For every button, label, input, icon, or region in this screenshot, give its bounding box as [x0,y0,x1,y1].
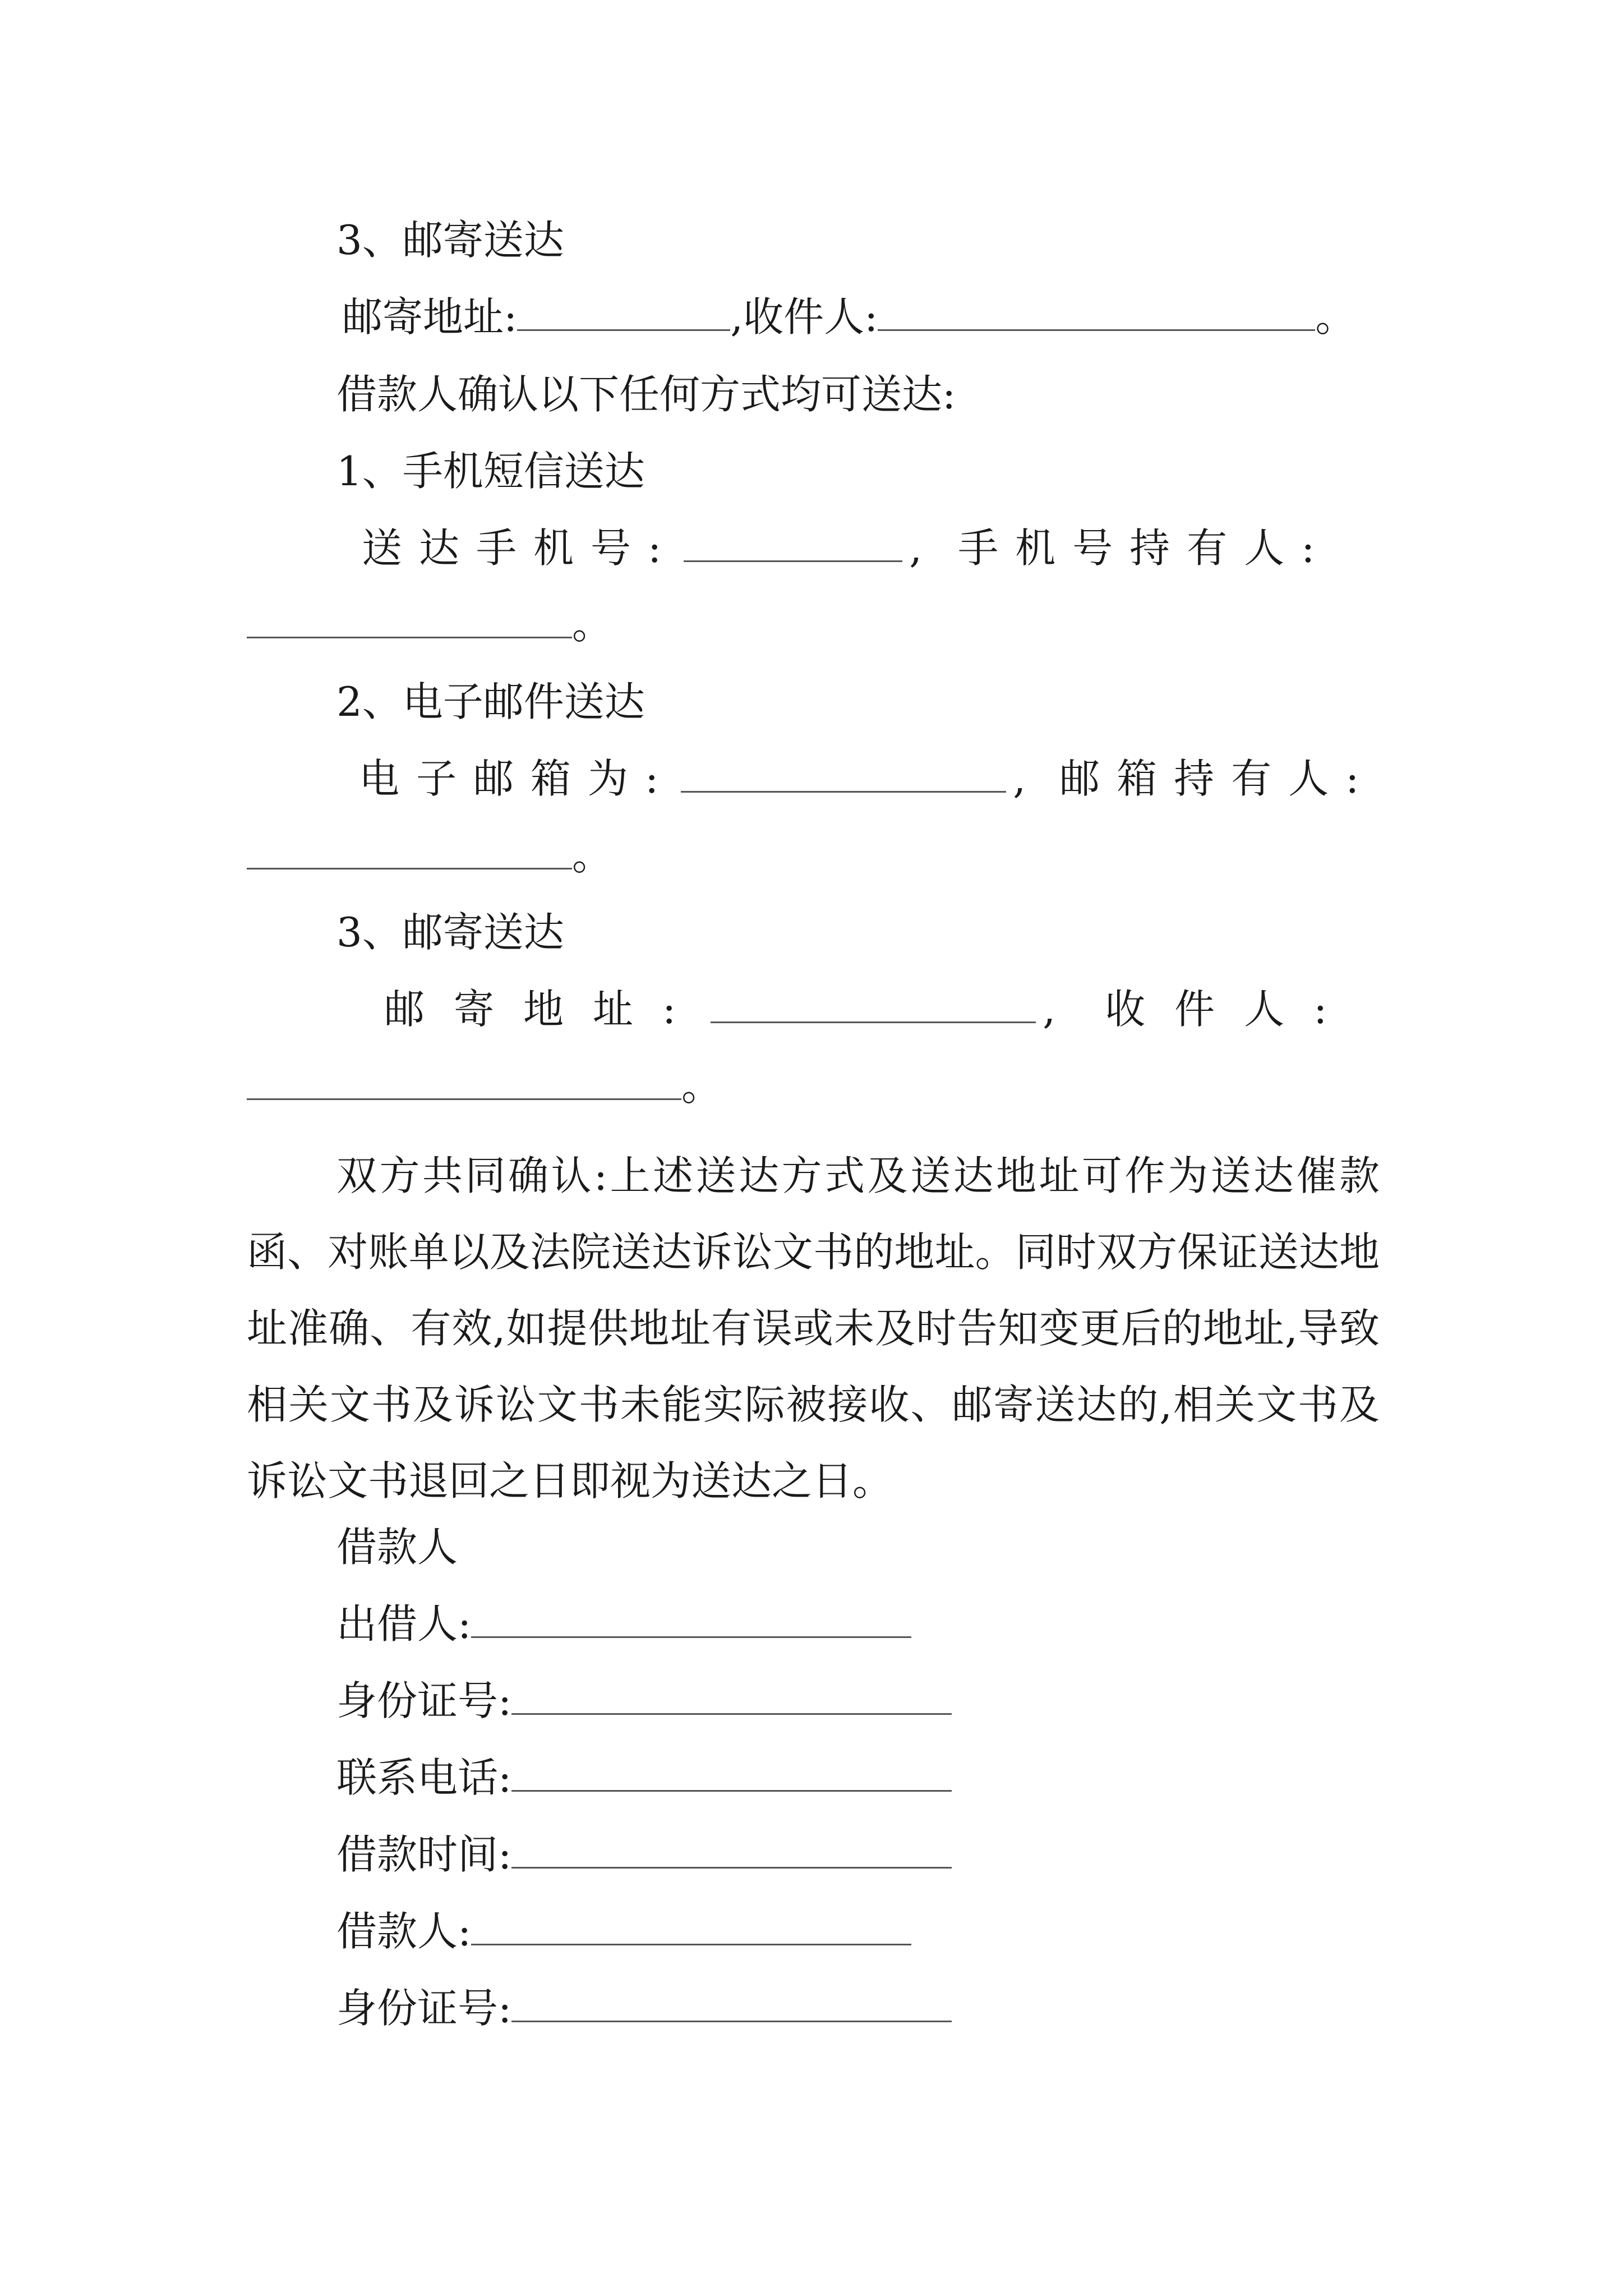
section-heading-sms: 1、手机短信送达 [336,448,645,495]
comma: , [1013,755,1043,802]
loan-time-field[interactable] [511,1830,952,1869]
lender-row [336,1599,911,1649]
sentence-end: 。 [572,601,613,648]
section-heading-mail-top: 3、邮寄送达 [336,217,564,264]
section-heading-email: 2、电子邮件送达 [336,678,645,725]
contact-phone-field[interactable] [511,1753,952,1792]
joint-confirmation-paragraph: 双方共同确认:上述送达方式及送达地址可作为送达催款函、对账单以及法院送达诉讼文书的地址。同时双方保证送达地址准确、有效,如提供地址有误或未及时告知变更后的地址,导致相关文书及诉讼文书未能实际被接收、邮寄送达的,相关文书及诉讼文书退回之日即视为送达之日。 [247,1152,1380,1504]
phone-holder-label: 手机号持有人: [958,524,1332,572]
mail-address-field[interactable] [517,292,730,331]
mail-row [384,984,1356,1034]
id-number-row-1 [336,1676,952,1726]
sentence-end: 。 [1315,293,1356,341]
borrower-label: 借款人: [336,1908,472,1955]
mail-address-label: 邮寄地址: [384,986,706,1033]
lender-field[interactable] [471,1599,911,1638]
loan-time-label: 借款时间: [336,1831,512,1878]
sentence-end: 。 [572,832,613,879]
id-number-field[interactable] [511,1676,952,1715]
email-holder-field[interactable] [247,831,572,869]
email-holder-label: 邮箱持有人: [1059,755,1376,802]
email-label: 电子邮箱为: [359,755,676,802]
sms-holder-row [247,599,612,650]
contact-phone-label: 联系电话: [336,1754,512,1801]
phone-number-field[interactable] [684,523,902,562]
recipient-label: 收件人: [1105,986,1357,1033]
id-number-label: 身份证号: [336,1677,512,1724]
borrower-row [336,1906,911,1957]
email-field[interactable] [681,754,1006,793]
contact-phone-row [336,1752,952,1803]
mail-recipient-row [247,1061,722,1111]
borrower-confirm-text: 借款人确认以下任何方式均可送达: [336,371,956,418]
id-number-row-2 [336,1983,952,2033]
phone-holder-field[interactable] [247,600,572,638]
mail-address-field[interactable] [711,984,1036,1023]
email-holder-row [247,830,612,881]
comma: , [909,524,939,572]
sentence-end: 。 [681,1062,722,1110]
recipient-field[interactable] [247,1061,681,1100]
comma: , [1043,986,1085,1033]
id-number-field[interactable] [511,1984,952,2022]
recipient-field[interactable] [878,292,1315,331]
phone-number-label: 送达手机号: [362,524,679,572]
lender-label: 出借人: [336,1600,472,1648]
recipient-label: ,收件人: [730,293,878,341]
borrower-field[interactable] [471,1907,911,1945]
borrower-heading: 借款人 [336,1524,458,1571]
mail-address-label: 邮寄地址: [342,293,518,341]
sms-phone-row [362,523,1331,573]
section-heading-mail: 3、邮寄送达 [336,909,564,956]
id-number-label: 身份证号: [336,1985,512,2032]
email-row [359,753,1376,804]
loan-time-row [336,1829,952,1880]
mail-address-row-top [342,292,1355,342]
